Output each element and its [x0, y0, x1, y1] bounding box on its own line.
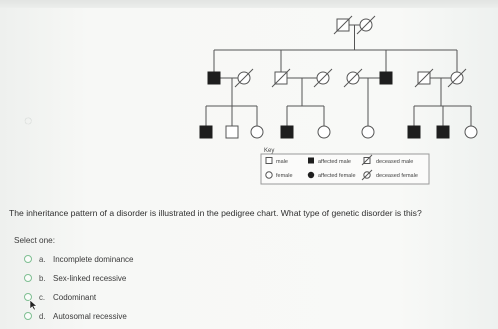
- key-title: Key: [264, 148, 275, 154]
- option-b[interactable]: [24, 272, 126, 284]
- gen3-affected-male-icon: [437, 126, 449, 138]
- gen1-deceased-female-icon: [357, 16, 375, 34]
- option-b-radio[interactable]: [24, 274, 32, 282]
- option-c-text: Codominant: [53, 292, 97, 302]
- gen3-female-icon: [318, 126, 330, 138]
- gen3-affected-male-icon: [408, 126, 420, 138]
- gen3-female-icon: [362, 126, 374, 138]
- gen3-affected-male-icon: [200, 126, 212, 138]
- question-text: The inheritance pattern of a disorder is illustrated in the pedigree chart. What type of genetic disorder is this?: [9, 208, 422, 218]
- pedigree-chart: [190, 12, 490, 190]
- option-d[interactable]: [24, 310, 127, 322]
- gen2-deceased-female-icon: [448, 69, 466, 87]
- gen2-deceased-female-icon: [235, 69, 253, 87]
- gen3-female-icon: [251, 126, 263, 138]
- gen3-female-icon: [465, 126, 477, 138]
- key-affected-female-icon: [308, 172, 314, 178]
- option-b-letter: b.: [39, 273, 46, 283]
- option-d-letter: d.: [39, 311, 46, 321]
- gen2-affected-male-icon: [380, 72, 392, 84]
- option-c-letter: c.: [39, 292, 46, 302]
- key-affected-male-label: affected male: [318, 159, 351, 165]
- key-female-icon: [266, 172, 272, 178]
- gen2-affected-male-icon: [208, 72, 220, 84]
- option-a-radio[interactable]: [24, 255, 32, 263]
- option-a-letter: a.: [39, 254, 46, 264]
- gen3-affected-male-icon: [281, 126, 293, 138]
- key-male-icon: [266, 158, 272, 164]
- key-deceased-male-label: deceased male: [376, 159, 414, 165]
- gen1-deceased-male-icon: [334, 16, 352, 34]
- key-deceased-female-label: deceased female: [376, 173, 418, 179]
- side-decoration-icon: ◌: [24, 112, 33, 128]
- gen2-deceased-female-icon: [344, 69, 362, 87]
- pedigree-key: [261, 148, 429, 184]
- gen3-male-icon: [226, 126, 238, 138]
- key-male-label: male: [276, 159, 288, 165]
- gen2-deceased-male-icon: [272, 69, 290, 87]
- option-b-text: Sex-linked recessive: [53, 273, 127, 283]
- gen2-deceased-female-icon: [314, 69, 332, 87]
- key-female-label: female: [276, 173, 293, 179]
- option-d-radio[interactable]: [24, 312, 32, 320]
- gen2-deceased-male-icon: [415, 69, 433, 87]
- key-affected-female-label: affected female: [318, 173, 356, 179]
- option-d-text: Autosomal recessive: [53, 311, 127, 321]
- top-bar: [0, 0, 498, 8]
- select-one-label: Select one:: [14, 236, 55, 245]
- option-a-text: Incomplete dominance: [53, 254, 134, 264]
- key-affected-male-icon: [308, 158, 314, 164]
- option-a[interactable]: [24, 253, 134, 265]
- mouse-pointer-icon: [29, 299, 38, 311]
